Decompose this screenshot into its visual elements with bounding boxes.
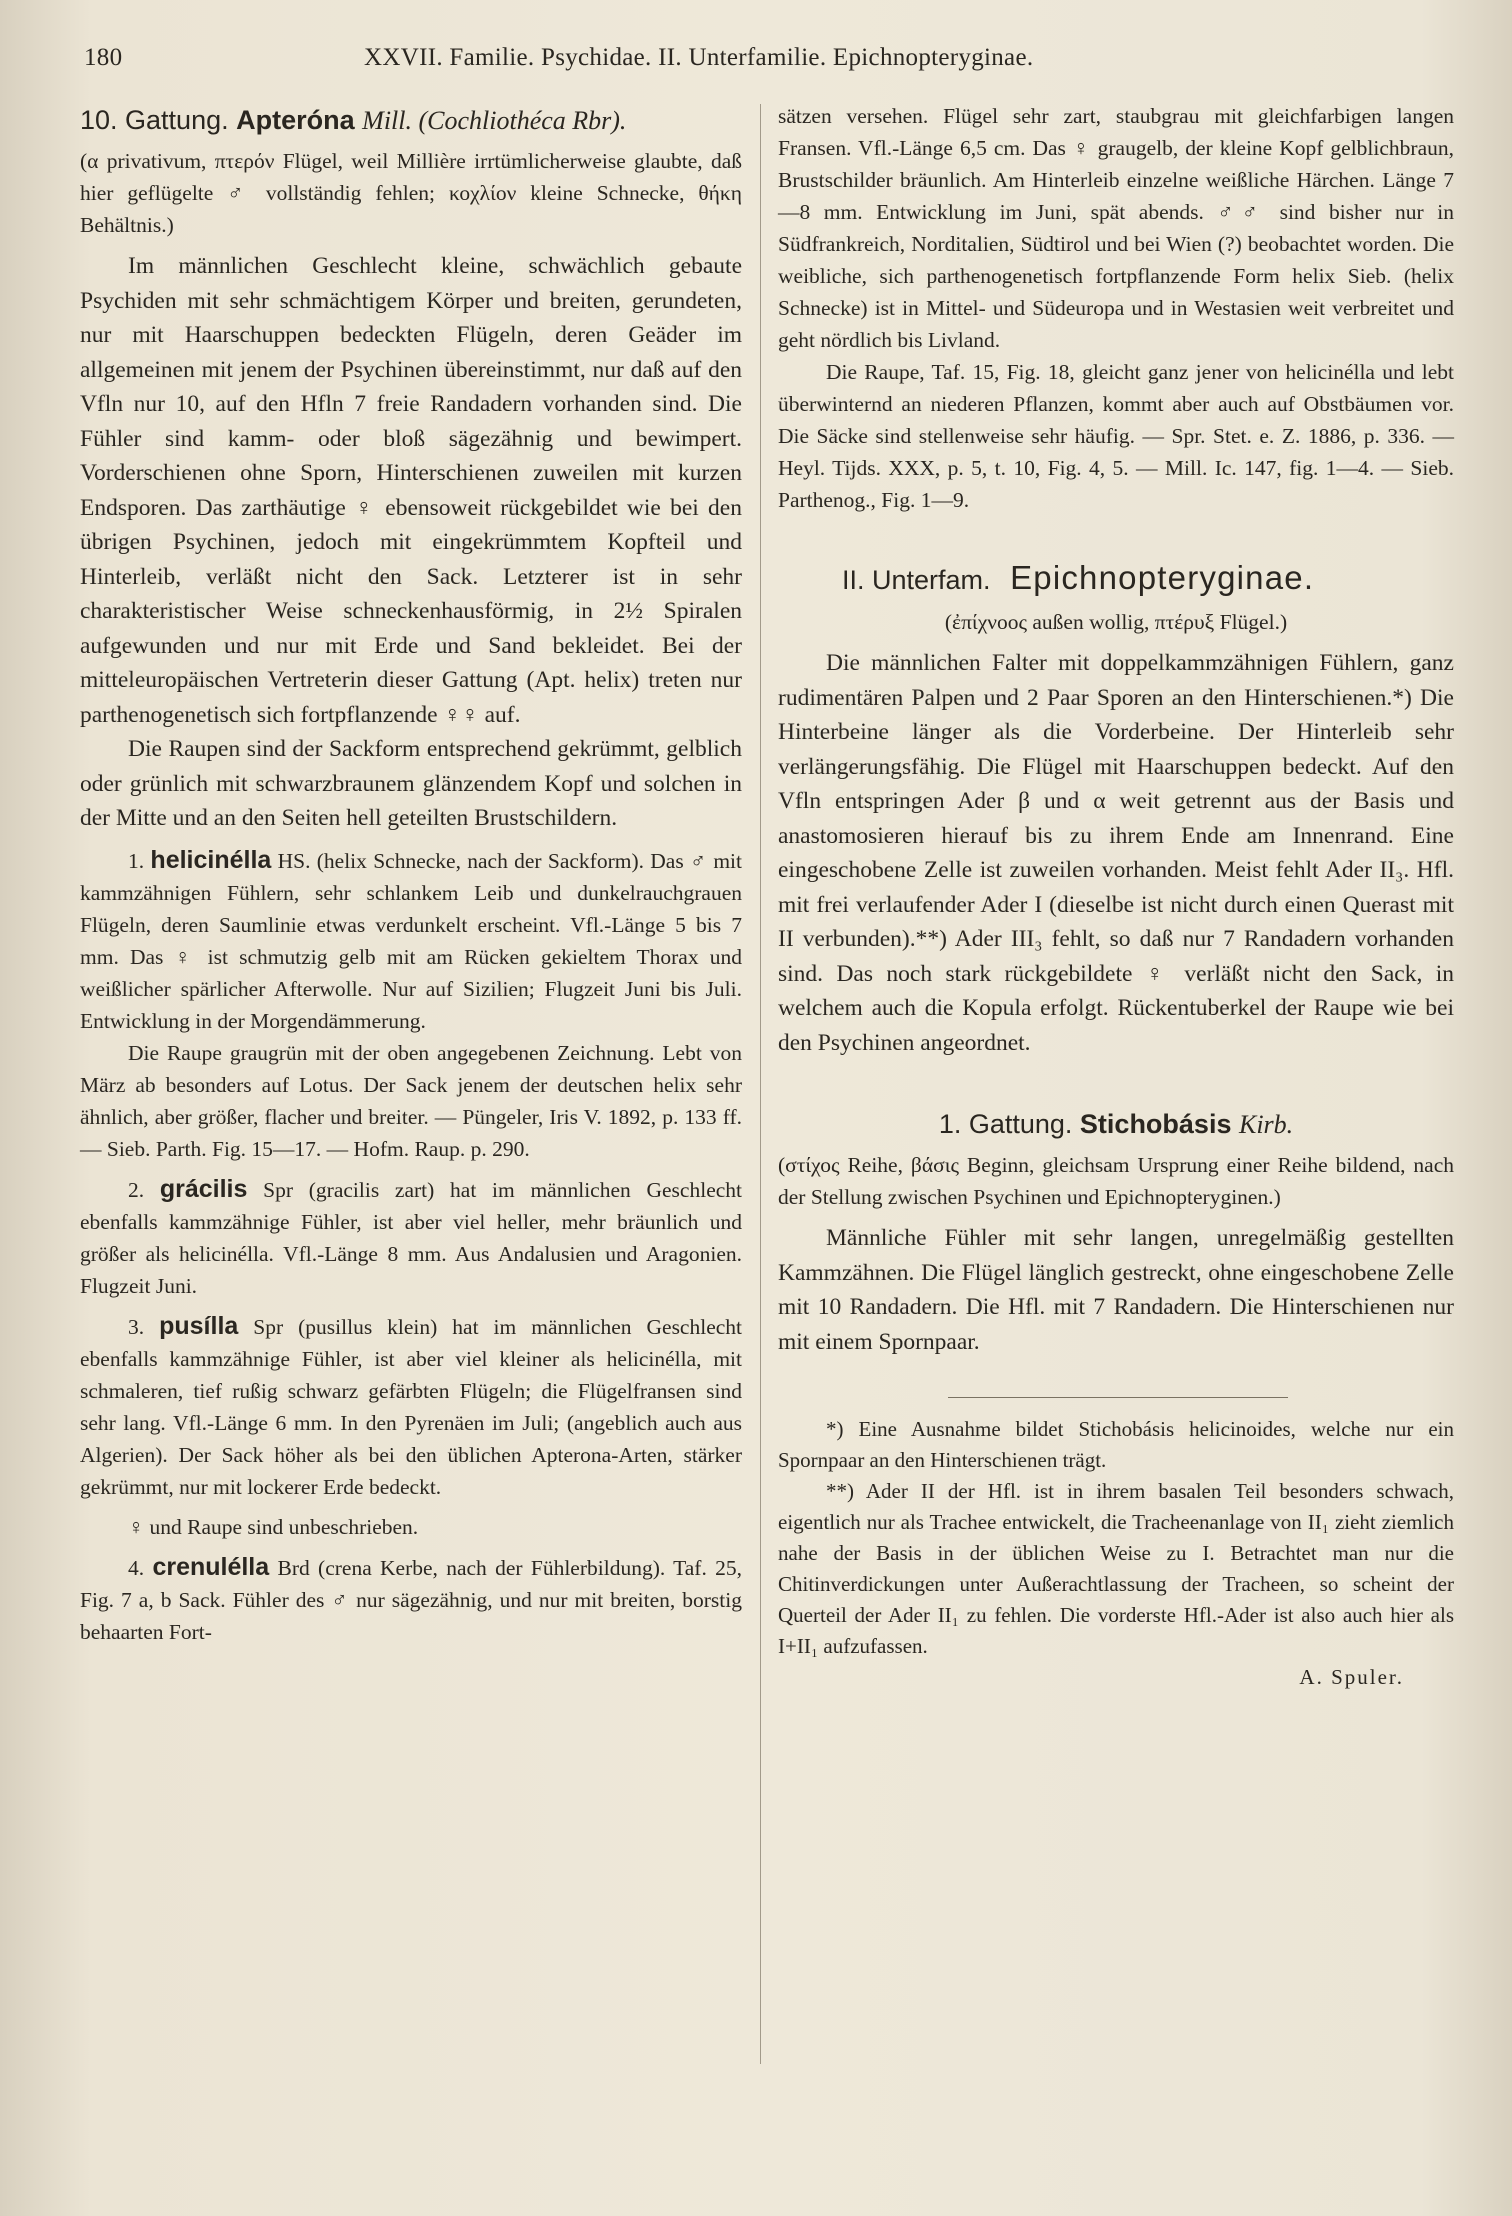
genus-name: Stichobásis (1079, 1109, 1232, 1139)
footnote-2: **) Ader II der Hfl. ist in ihrem basalen Teil besonders schwach, eigentlich nur als Trachee entwickelt, die Tracheenanlage von II₁ zieht ziemlich nahe der Basis in der üblichen Weise zu I. Betrachtet man nur die Chitinverdickungen unter Außerachtlassung der Tracheen, so scheint der Querteil der Ader II₁ zu fehlen. Die vorderste Hfl.-Ader ist also auch hier als I+II₁ aufzufassen. (778, 1479, 1454, 1658)
species-text: Spr (pusillus klein) hat im männlichen Geschlecht ebenfalls kammzähnige Fühler, ist aber viel kleiner als helicinélla, mit schmaleren, tief rußig schwarz gefärbten Flügeln; die Flügelfransen sind sehr lang. Vfl.-Länge 6 mm. In den Pyrenäen im Juli; (angeblich auch aus Algerien). Der Sack höher als bei den üblichen Apterona-Arten, stärker gekrümmt, nur mit lockerer Erde bedeckt. (80, 1314, 743, 1499)
genus-number: 1. Gattung. (938, 1109, 1073, 1139)
species-number: 2. (128, 1177, 145, 1202)
species-text: Spr (gracilis zart) hat im männlichen Geschlecht ebenfalls kammzähnige Fühler, ist aber viel heller, mehr bräunlich und größer als helicinélla. Vfl.-Länge 8 mm. Aus Andalusien und Aragonien. Flugzeit Juni. (80, 1177, 742, 1298)
right-column (778, 100, 1454, 1693)
genus-author: Mill. (Cochliothéca Rbr). (362, 106, 627, 135)
species-entry-4 (80, 1551, 742, 1648)
species-number: 1. (128, 848, 145, 873)
genus-heading-apterona (80, 100, 742, 141)
species-entry-1 (80, 844, 742, 1037)
species-4-continuation: sätzen versehen. Flügel sehr zart, staubgrau mit gleichfarbigen langen Fransen. Vfl.-Länge 6,5 cm. Das ♀ graugelb, der kleine Kopf gelblichbraun, Brustschilder bräunlich. Am Hinterleib einzelne weißliche Härchen. Länge 7—8 mm. Entwicklung im Juni, spät abends. ♂♂ sind bisher nur in Südfrankreich, Norditalien, Südtirol und bei Wien (?) beobachtet worden. Die weibliche, sich parthenogenetisch fortpflanzende Form helix Sieb. (helix Schnecke) ist in Mittel- und Südeuropa und in Westasien weit verbreitet und geht nördlich bis Livland. (778, 104, 1454, 352)
genus-heading-stichobasis (778, 1104, 1454, 1145)
subfamily-description: Die männlichen Falter mit doppelkammzähnigen Fühlern, ganz rudimentären Palpen und 2 Paar Sporen an den Hinterschienen.*) Die Hinterbeine länger als die Vorderbeine. Der Hinterleib sehr verlängerungsfähig. Die Flügel mit Haarschuppen bedeckt. Auf den Vfln entspringen Ader β und α weit getrennt aus der Basis und anastomosieren hierauf bis zu ihrem Ende am Innenrand. Eine eingeschobene Zelle ist zuweilen vorhanden. Meist fehlt Ader II₃. Hfl. mit frei verlaufender Ader I (dieselbe ist nicht durch einen Querast mit II verbunden).**) Ader III₃ fehlt, so daß nur 7 Randadern vorhanden sind. Das noch stark rückgebildete ♀ verläßt nicht den Sack, in welchem auch die Kopula erfolgt. Rückentuberkel der Raupe wie bei den Psychinen angeordnet. (778, 650, 1454, 1056)
running-header (84, 44, 1484, 84)
species-entry-3 (80, 1310, 742, 1503)
subfamily-etymology: (ἐπίχνοος außen wollig, πτέρυξ Flügel.) (944, 610, 1288, 634)
subfamily-label: II. Unterfam. (842, 565, 991, 595)
genus-number: 10. Gattung. (80, 105, 229, 135)
species-name: crenulélla (152, 1552, 270, 1581)
genus-name: Apteróna (236, 105, 355, 135)
species-name: grácilis (159, 1174, 248, 1203)
genus-description: Männliche Fühler mit sehr langen, unregelmäßig gestellten Kammzähnen. Die Flügel länglich gestreckt, ohne eingeschobene Zelle mit 10 Randadern. Die Hfl. mit 7 Randadern. Die Hinterschienen nur mit einem Spornpaar. (778, 1225, 1454, 1355)
page-number: 180 (84, 44, 123, 71)
subfamily-name: Epichnopteryginae. (1010, 559, 1315, 596)
footnote-rule (948, 1397, 1288, 1398)
running-title: XXVII. Familie. Psychidae. II. Unterfamilie. Epichnopteryginae. (364, 44, 1034, 71)
species-number: 3. (128, 1314, 145, 1339)
column-divider (760, 104, 761, 2064)
genus-description: Im männlichen Geschlecht kleine, schwächlich gebaute Psychiden mit sehr schmächtigem Körper und breiten, gerundeten, nur mit Haarschuppen bedeckten Flügeln, deren Geäder im allgemeinen mit jenem der Psychinen übereinstimmt, nur daß auf den Vfln nur 10, auf den Hfln 7 freie Randadern vorhanden sind. Die Fühler sind kamm- oder bloß sägezähnig und bewimpert. Vorderschienen ohne Sporn, Hinterschienen zuweilen mit kurzen Endsporen. Das zarthäutige ♀ ebensoweit rückgebildet wie bei den übrigen Psychinen, jedoch mit eingekrümmtem Kopfteil und Hinterleib, verläßt nicht den Sack. Letzterer ist in sehr charakteristischer Weise schneckenhausförmig, in 2½ Spiralen aufgewunden und nur mit Erde und Sand bekleidet. Bei der mitteleuropäischen Vertreterin dieser Gattung (Apt. helix) treten nur parthenogenetisch sich fortpflanzende ♀♀ auf. (80, 253, 742, 728)
subfamily-heading (778, 558, 1454, 600)
species-number: 4. (128, 1555, 145, 1580)
species-entry-2 (80, 1173, 742, 1302)
left-column (80, 100, 742, 1648)
species-name: helicinélla (150, 845, 272, 874)
genus-etymology: (α privativum, πτερόν Flügel, weil Millière irrtümlicherweise glaubte, daß hier geflügelte ♂ vollständig fehlen; κοχλίον kleine Schnecke, θήκη Behältnis.) (80, 149, 742, 237)
species-text: HS. (helix Schnecke, nach der Sackform). Das ♂ mit kammzähnigen Fühlern, sehr schlankem Leib und dunkelrauchgrauen Flügeln, deren Saumlinie etwas verdunkelt erscheint. Vfl.-Länge 5 bis 7 mm. Das ♀ ist schmutzig gelb mit am Rücken gekieltem Thorax und weißlicher spärlicher Afterwolle. Nur auf Sizilien; Flugzeit Juni bis Juli. Entwicklung in der Morgendämmerung. (80, 848, 743, 1033)
species-4-larva: Die Raupe, Taf. 15, Fig. 18, gleicht ganz jener von helicinélla und lebt überwinternd an niederen Pflanzen, kommt aber auch auf Obstbäumen vor. Die Säcke sind stellenweise sehr häufig. — Spr. Stet. e. Z. 1886, p. 336. — Heyl. Tijds. XXX, p. 5, t. 10, Fig. 4, 5. — Mill. Ic. 147, fig. 1—4. — Sieb. Parthenog., Fig. 1—9. (778, 360, 1454, 512)
genus-etymology: (στίχος Reihe, βάσις Beginn, gleichsam Ursprung einer Reihe bildend, nach der Stellung zwischen Psychinen und Epichnopteryginen.) (778, 1153, 1454, 1209)
species-name: pusílla (159, 1311, 239, 1340)
species-1-larva: Die Raupe graugrün mit der oben angegebenen Zeichnung. Lebt von März ab besonders auf Lotus. Der Sack jenem der deutschen helix sehr ähnlich, aber größer, flacher und breiter. — Püngeler, Iris V. 1892, p. 133 ff. — Sieb. Parth. Fig. 15—17. — Hofm. Raup. p. 290. (80, 1040, 742, 1161)
footnote-1: *) Eine Ausnahme bildet Stichobásis helicinoides, welche nur ein Spornpaar an den Hinterschienen trägt. (778, 1417, 1454, 1472)
author-signature: A. Spuler. (1299, 1665, 1404, 1689)
species-text: Brd (crena Kerbe, nach der Fühlerbildung). Taf. 25, Fig. 7 a, b Sack. Fühler des ♂ nur sägezähnig, und nur mit breiten, borstig behaarten Fort- (80, 1555, 743, 1644)
larvae-description: Die Raupen sind der Sackform entsprechend gekrümmt, gelblich oder grünlich mit schwarzbraunem glänzendem Kopf und solchen in der Mitte und an den Seiten hell geteilten Brustschildern. (80, 736, 742, 831)
species-3-note: ♀ und Raupe sind unbeschrieben. (128, 1514, 419, 1539)
genus-author: Kirb. (1238, 1110, 1294, 1139)
